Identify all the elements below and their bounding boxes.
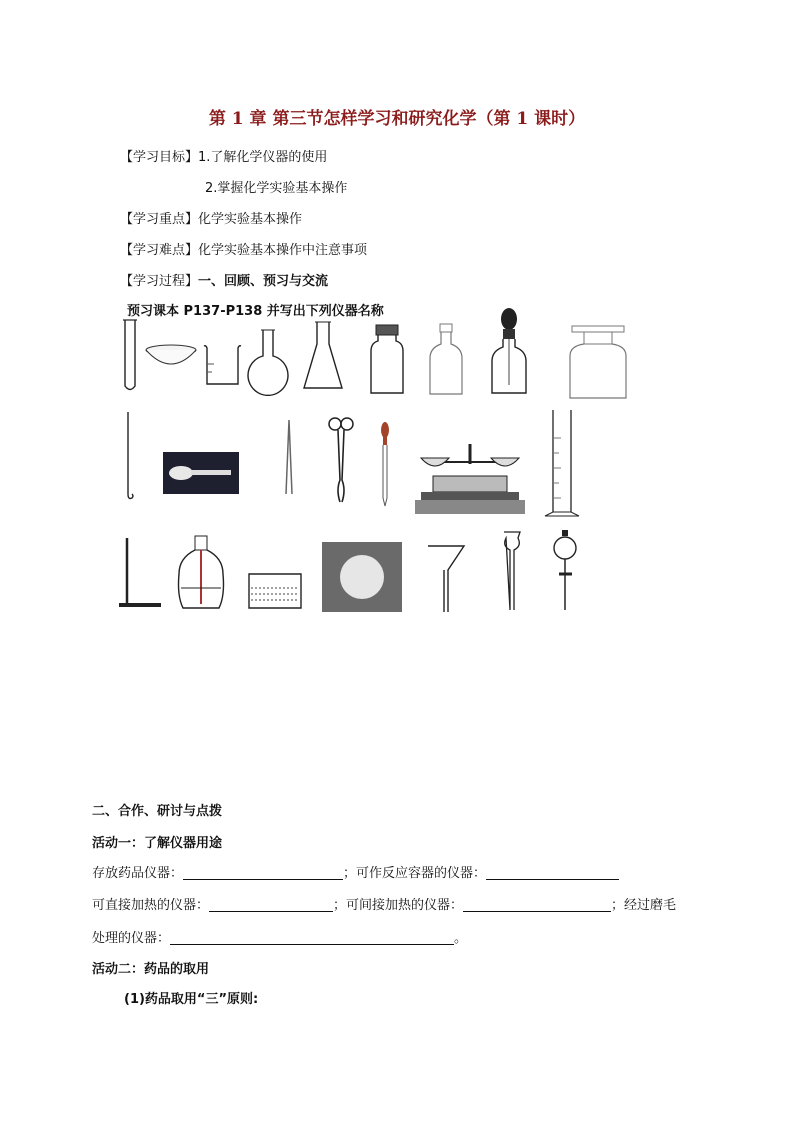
heating-line bbox=[92, 894, 676, 913]
difficulty-label: 【学习难点】 bbox=[120, 243, 199, 258]
tweezers-icon bbox=[283, 418, 295, 496]
storage-label: 存放药品仪器： bbox=[92, 866, 184, 881]
indirect-heat-blank[interactable] bbox=[463, 897, 611, 912]
reaction-container-blank[interactable] bbox=[486, 865, 619, 880]
ground-prefix: 处理的仪器： bbox=[92, 931, 171, 946]
combustion-spoon-icon bbox=[120, 410, 140, 502]
preview-instruction: 预习课本 P137-P138 并写出下列仪器名称 bbox=[127, 304, 384, 319]
ground-glass-label: ；经过磨毛 bbox=[611, 898, 677, 913]
conical-flask-icon bbox=[300, 320, 346, 392]
key-point-label: 【学习重点】 bbox=[120, 212, 199, 227]
direct-heat-label: 可直接加热的仪器： bbox=[92, 898, 210, 913]
long-neck-funnel-icon bbox=[500, 528, 524, 612]
round-bottom-flask-icon bbox=[245, 328, 291, 396]
alcohol-lamp-icon bbox=[175, 534, 227, 612]
storage-line bbox=[92, 862, 619, 881]
difficulty bbox=[120, 239, 367, 258]
beaker-icon bbox=[200, 342, 244, 388]
process-text: 一、回顾、预习与交流 bbox=[198, 274, 329, 289]
test-tube-icon bbox=[120, 318, 140, 394]
process-label: 【学习过程】 bbox=[120, 274, 199, 289]
asbestos-gauze-icon bbox=[322, 542, 402, 612]
graduated-cylinder-icon bbox=[543, 408, 581, 522]
ground-line bbox=[92, 927, 467, 946]
key-point-text: 化学实验基本操作 bbox=[198, 212, 303, 227]
activity1-heading: 活动一：了解仪器用途 bbox=[92, 836, 223, 851]
goal-item-2: 2.掌握化学实验基本操作 bbox=[205, 181, 348, 196]
gas-collecting-bottle-icon bbox=[562, 322, 634, 402]
direct-heat-blank[interactable] bbox=[209, 897, 333, 912]
learning-goals bbox=[120, 146, 327, 165]
reaction-container-label: ；可作反应容器的仪器： bbox=[343, 866, 487, 881]
water-trough-icon bbox=[245, 570, 305, 612]
page-title: 第 1 章 第三节怎样学习和研究化学（第 1 课时） bbox=[208, 109, 586, 129]
crucible-tongs-icon bbox=[326, 414, 356, 506]
ground-blank[interactable] bbox=[170, 930, 454, 945]
key-point bbox=[120, 208, 302, 227]
ground-end: 。 bbox=[454, 931, 468, 946]
iron-stand-icon bbox=[117, 536, 165, 612]
separatory-funnel-icon bbox=[550, 528, 580, 612]
section2-heading: 二、合作、研讨与点拨 bbox=[92, 804, 223, 819]
activity2-sub1: (1)药品取用“三”原则: bbox=[124, 992, 259, 1007]
storage-blank[interactable] bbox=[183, 865, 343, 880]
difficulty-text: 化学实验基本操作中注意事项 bbox=[198, 243, 368, 258]
goal-item-1: 1.了解化学仪器的使用 bbox=[198, 150, 328, 165]
narrow-mouth-bottle-icon bbox=[426, 322, 466, 398]
goals-label: 【学习目标】 bbox=[120, 150, 199, 165]
funnel-icon bbox=[426, 542, 466, 614]
process bbox=[120, 270, 328, 289]
medicine-spoon-icon bbox=[163, 452, 239, 494]
dropper-icon bbox=[378, 420, 392, 508]
evaporating-dish-icon bbox=[143, 342, 199, 374]
activity2-heading: 活动二：药品的取用 bbox=[92, 962, 210, 977]
indirect-heat-label: ；可间接加热的仪器： bbox=[333, 898, 464, 913]
balance-icon bbox=[415, 440, 525, 518]
dropper-bottle-icon bbox=[487, 305, 531, 397]
wide-mouth-bottle-icon bbox=[367, 323, 407, 397]
